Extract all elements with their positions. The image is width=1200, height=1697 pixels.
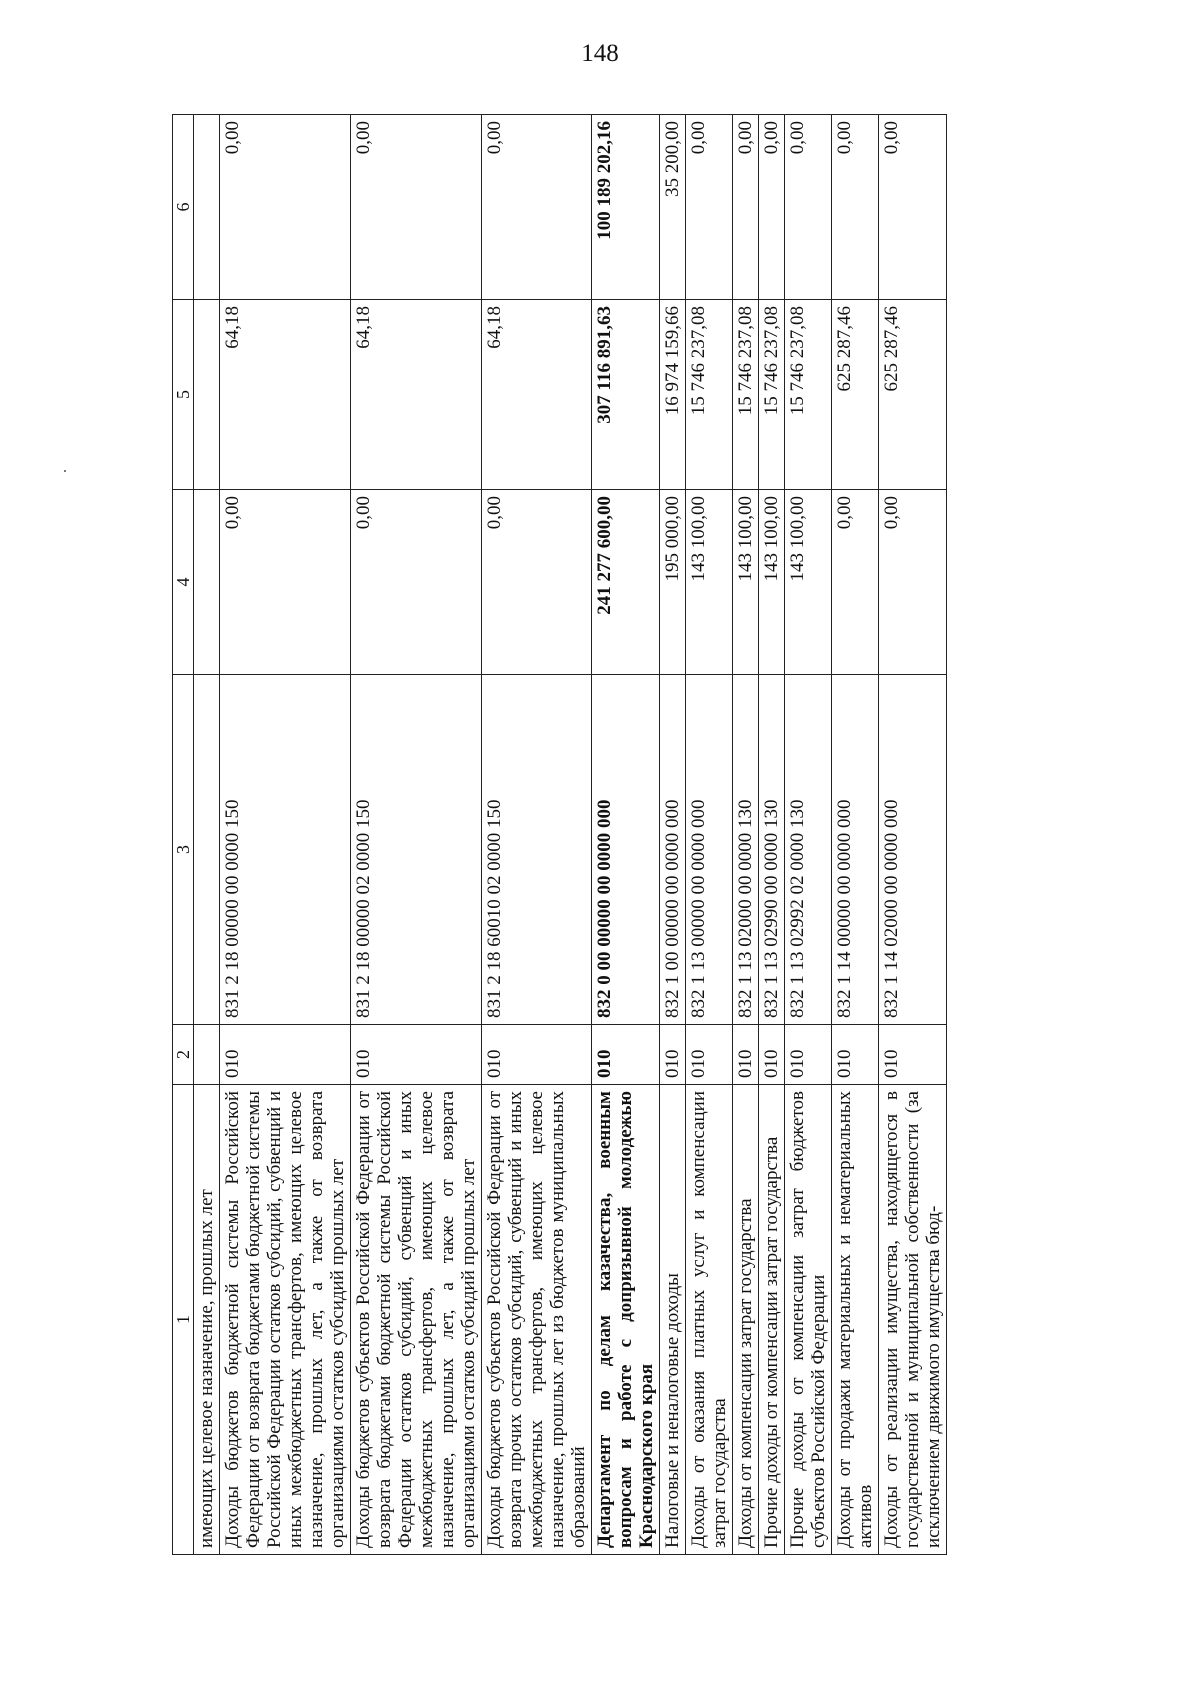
table-row-department-total (592, 115, 660, 1555)
revenue-table (172, 114, 947, 1555)
row-value-6: 0,00 (759, 115, 785, 300)
row-classifier: 831 2 18 00000 02 0000 150 (351, 675, 482, 1025)
table-row (759, 115, 785, 1555)
row-value-5: 16 974 159,66 (660, 300, 686, 490)
table-row (733, 115, 759, 1555)
row-description: Прочие доходы от компенсации затрат бюджетов субъектов Российской Федерации (785, 1085, 832, 1555)
table-row (832, 115, 879, 1555)
row-value-6: 35 200,00 (660, 115, 686, 300)
row-classifier: 832 1 13 02992 02 0000 130 (785, 675, 832, 1025)
row-value-6: 0,00 (351, 115, 482, 300)
row-value-4: 143 100,00 (759, 490, 785, 675)
row-description: Доходы от продажи материальных и нематериальных активов (832, 1085, 879, 1555)
row-code: 010 (660, 1025, 686, 1085)
header-col-6: 6 (173, 115, 194, 300)
row-value-6: 0,00 (879, 115, 947, 300)
row-classifier: 832 1 14 02000 00 0000 000 (879, 675, 947, 1025)
row-code: 010 (220, 1025, 351, 1085)
row-value-5: 64,18 (220, 300, 351, 490)
row-value-4: 0,00 (220, 490, 351, 675)
row-value-5: 307 116 891,63 (592, 300, 660, 490)
row-description: Доходы бюджетов субъектов Российской Федерации от возврата прочих остатков субсидий, субвенций и иных межбюджетных трансфертов, имеющих целевое назначение, прошлых лет из бюджетов муниципальных образований (482, 1085, 592, 1555)
row-value-4: 143 100,00 (785, 490, 832, 675)
row-value-4: 143 100,00 (686, 490, 733, 675)
row-value-6: 100 189 202,16 (592, 115, 660, 300)
row-classifier: 832 1 00 00000 00 0000 000 (660, 675, 686, 1025)
row-value-6 (194, 115, 220, 300)
row-value-4: 241 277 600,00 (592, 490, 660, 675)
row-code: 010 (832, 1025, 879, 1085)
row-classifier (194, 675, 220, 1025)
row-value-5: 15 746 237,08 (759, 300, 785, 490)
table-row (879, 115, 947, 1555)
row-classifier: 832 1 13 00000 00 0000 000 (686, 675, 733, 1025)
table-header-row (173, 115, 194, 1555)
row-description: Доходы от компенсации затрат государства (733, 1085, 759, 1555)
row-value-6: 0,00 (686, 115, 733, 300)
row-classifier: 831 2 18 60010 02 0000 150 (482, 675, 592, 1025)
row-classifier: 832 0 00 00000 00 0000 000 (592, 675, 660, 1025)
row-value-4: 0,00 (351, 490, 482, 675)
row-description: имеющих целевое назначение, прошлых лет (194, 1085, 220, 1555)
table-row (194, 115, 220, 1555)
row-description: Доходы бюджетов бюджетной системы Российской Федерации от возврата бюджетами бюджетной системы Российской Федерации остатков субсидий, субвенций и иных межбюджетных трансфертов, имеющих целевое назначение, прошлых лет, а также от возврата организациями остатков субсидий прошлых лет (220, 1085, 351, 1555)
row-value-5: 64,18 (482, 300, 592, 490)
row-value-4: 0,00 (879, 490, 947, 675)
row-classifier: 831 2 18 00000 00 0000 150 (220, 675, 351, 1025)
row-code: 010 (592, 1025, 660, 1085)
header-col-5: 5 (173, 300, 194, 490)
table-row (686, 115, 733, 1555)
header-col-3: 3 (173, 675, 194, 1025)
row-value-6: 0,00 (785, 115, 832, 300)
row-classifier: 832 1 14 00000 00 0000 000 (832, 675, 879, 1025)
header-col-4: 4 (173, 490, 194, 675)
page-number: 148 (581, 40, 619, 67)
row-value-6: 0,00 (482, 115, 592, 300)
table-row (785, 115, 832, 1555)
row-code: 010 (879, 1025, 947, 1085)
row-code: 010 (733, 1025, 759, 1085)
row-value-5: 15 746 237,08 (686, 300, 733, 490)
row-value-5: 625 287,46 (879, 300, 947, 490)
row-value-5: 15 746 237,08 (785, 300, 832, 490)
row-description: Доходы от реализации имущества, находящегося в государственной и муниципальной собственности (за исключением движимого имущества бюд- (879, 1085, 947, 1555)
table-row (220, 115, 351, 1555)
row-description: Доходы бюджетов субъектов Российской Федерации от возврата бюджетами бюджетной системы Российской Федерации остатков субсидий, субвенций и иных межбюджетных трансфертов, имеющих целевое назначение, прошлых лет, а также от возврата организациями остатков субсидий прошлых лет (351, 1085, 482, 1555)
table-row (351, 115, 482, 1555)
row-description: Доходы от оказания платных услуг и компенсации затрат государства (686, 1085, 733, 1555)
row-code: 010 (686, 1025, 733, 1085)
row-code (194, 1025, 220, 1085)
row-code: 010 (482, 1025, 592, 1085)
row-value-5: 64,18 (351, 300, 482, 490)
row-classifier: 832 1 13 02000 00 0000 130 (733, 675, 759, 1025)
row-value-5: 625 287,46 (832, 300, 879, 490)
row-code: 010 (351, 1025, 482, 1085)
row-code: 010 (785, 1025, 832, 1085)
scan-speck (64, 470, 66, 472)
row-value-6: 0,00 (220, 115, 351, 300)
header-col-2: 2 (173, 1025, 194, 1085)
row-value-4: 0,00 (832, 490, 879, 675)
row-description: Прочие доходы от компенсации затрат государства (759, 1085, 785, 1555)
row-description: Налоговые и неналоговые доходы (660, 1085, 686, 1555)
row-value-4: 195 000,00 (660, 490, 686, 675)
row-value-4 (194, 490, 220, 675)
header-col-1: 1 (173, 1085, 194, 1555)
row-value-6: 0,00 (733, 115, 759, 300)
row-value-6: 0,00 (832, 115, 879, 300)
table-row (660, 115, 686, 1555)
row-value-4: 143 100,00 (733, 490, 759, 675)
row-value-5 (194, 300, 220, 490)
rotated-table-container (172, 115, 1102, 1555)
row-code: 010 (759, 1025, 785, 1085)
row-value-4: 0,00 (482, 490, 592, 675)
row-classifier: 832 1 13 02990 00 0000 130 (759, 675, 785, 1025)
row-description: Департамент по делам казачества, военным вопросам и работе с допризывной молодежью Краснодарского края (592, 1085, 660, 1555)
table-row (482, 115, 592, 1555)
row-value-5: 15 746 237,08 (733, 300, 759, 490)
